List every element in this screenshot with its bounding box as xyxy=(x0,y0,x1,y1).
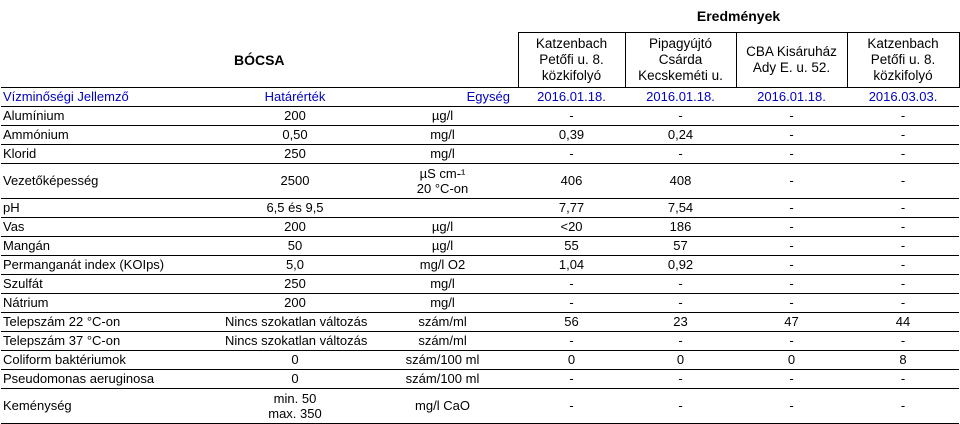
param-cell: Vas xyxy=(3,218,25,234)
param-cell: Ammónium xyxy=(3,126,69,142)
unit-cell: szám/ml xyxy=(418,313,467,329)
value-cell: - xyxy=(789,370,794,386)
value-cell: - xyxy=(678,107,683,123)
table-row xyxy=(1,331,959,350)
value-cell: - xyxy=(678,397,683,413)
value-cell: - xyxy=(900,145,906,161)
value-cell: - xyxy=(900,218,906,234)
col-date-4: 2016.03.03. xyxy=(868,88,938,104)
value-cell: 0 xyxy=(676,351,685,367)
param-cell: Nátrium xyxy=(3,294,49,310)
unit-cell: µg/l xyxy=(431,107,454,123)
site-name: BÓCSA xyxy=(233,51,285,68)
param-cell: Telepszám 37 °C-on xyxy=(3,332,121,348)
results-label: Eredmények xyxy=(518,0,959,33)
param-cell: Vezetőképesség xyxy=(3,172,99,188)
table-body xyxy=(1,106,959,423)
value-cell: - xyxy=(900,397,906,413)
param-cell: Telepszám 22 °C-on xyxy=(3,313,121,329)
col-date-2: 2016.01.18. xyxy=(646,88,715,104)
value-cell: 0,24 xyxy=(667,126,694,142)
table-row xyxy=(1,350,959,369)
unit-cell xyxy=(367,163,518,198)
param-cell: Permanganát index (KOIps) xyxy=(3,256,165,272)
value-cell: - xyxy=(569,107,574,123)
value-cell: - xyxy=(789,294,794,310)
param-cell: Alumínium xyxy=(3,107,65,123)
table-row xyxy=(1,293,959,312)
results-header-row xyxy=(1,0,959,33)
water-quality-table xyxy=(1,0,960,424)
table-row xyxy=(1,163,959,198)
locations-header-row xyxy=(1,33,959,88)
unit-cell: mg/l xyxy=(430,145,455,161)
value-cell: - xyxy=(789,256,794,272)
limit-cell: 200 xyxy=(284,218,306,234)
unit-line-1: µS cm-¹ xyxy=(419,165,466,181)
limit-cell: Nincs szokatlan változás xyxy=(225,332,367,348)
value-cell: - xyxy=(900,107,906,123)
value-cell: 408 xyxy=(669,172,692,188)
limit-min: min. 50 xyxy=(273,390,317,406)
value-cell: - xyxy=(569,294,574,310)
value-cell: 23 xyxy=(673,313,688,329)
table-row xyxy=(1,312,959,331)
table-row xyxy=(1,198,959,217)
value-cell: 0 xyxy=(787,351,796,367)
value-cell: - xyxy=(789,218,794,234)
value-cell: 0,39 xyxy=(558,126,585,142)
table-row xyxy=(1,274,959,293)
col-param-header: Vízminőségi Jellemző xyxy=(3,88,129,104)
unit-cell: mg/l xyxy=(430,126,455,142)
unit-cell: mg/l xyxy=(430,294,455,310)
value-cell: - xyxy=(678,275,683,291)
value-cell: - xyxy=(900,126,906,142)
column-header-row xyxy=(1,87,959,106)
value-cell: - xyxy=(900,294,906,310)
value-cell: 7,77 xyxy=(558,199,585,215)
limit-cell: 50 xyxy=(287,237,303,253)
value-cell: - xyxy=(900,332,906,348)
param-cell: Pseudomonas aeruginosa xyxy=(3,370,155,386)
param-cell: Keménység xyxy=(3,397,72,413)
value-cell: 0 xyxy=(567,351,576,367)
col-unit-header: Egység xyxy=(466,88,511,104)
location-4: Katzenbach Petőfi u. 8. közkifolyó xyxy=(847,33,959,88)
value-cell: - xyxy=(900,256,906,272)
value-cell: 56 xyxy=(564,313,579,329)
value-cell: 57 xyxy=(673,237,688,253)
limit-cell: 0 xyxy=(291,370,299,386)
limit-cell: 200 xyxy=(284,107,306,123)
table-row xyxy=(1,255,959,274)
unit-cell: szám/100 ml xyxy=(405,370,480,386)
limit-cell: 6,5 és 9,5 xyxy=(266,199,324,215)
value-cell: - xyxy=(789,199,794,215)
value-cell: 55 xyxy=(564,237,579,253)
value-cell: 8 xyxy=(899,351,907,367)
table-row xyxy=(1,388,959,423)
value-cell: - xyxy=(678,294,683,310)
unit-cell: µg/l xyxy=(431,237,454,253)
value-cell: - xyxy=(789,397,794,413)
limit-cell: 200 xyxy=(284,294,306,310)
value-cell: - xyxy=(569,370,574,386)
value-cell: - xyxy=(789,275,794,291)
value-cell: - xyxy=(789,145,794,161)
value-cell: 406 xyxy=(560,172,583,188)
unit-cell: szám/100 ml xyxy=(405,351,480,367)
value-cell: <20 xyxy=(560,218,583,234)
limit-max: max. 350 xyxy=(268,405,322,421)
param-cell: pH xyxy=(3,199,20,215)
value-cell: 7,54 xyxy=(667,199,694,215)
value-cell: - xyxy=(900,237,906,253)
col-limit-header: Határérték xyxy=(264,88,326,104)
value-cell: 47 xyxy=(784,313,799,329)
value-cell: - xyxy=(569,397,574,413)
limit-cell: 0 xyxy=(291,351,299,367)
value-cell: - xyxy=(789,107,794,123)
limit-cell xyxy=(223,388,367,423)
location-3: CBA Kisáruház Ady E. u. 52. xyxy=(736,33,847,88)
value-cell: - xyxy=(569,332,574,348)
param-cell: Mangán xyxy=(3,237,50,253)
value-cell: 1,04 xyxy=(558,256,585,272)
value-cell: - xyxy=(900,275,906,291)
value-cell: - xyxy=(678,370,683,386)
param-cell: Szulfát xyxy=(3,275,43,291)
value-cell: 44 xyxy=(895,313,911,329)
unit-cell: µg/l xyxy=(431,218,454,234)
table-row xyxy=(1,236,959,255)
param-cell: Coliform baktériumok xyxy=(3,351,126,367)
limit-cell: 0,50 xyxy=(282,126,308,142)
location-1: Katzenbach Petőfi u. 8. közkifolyó xyxy=(518,33,625,88)
col-date-1: 2016.01.18. xyxy=(537,88,606,104)
value-cell: - xyxy=(789,172,794,188)
value-cell: - xyxy=(678,332,683,348)
value-cell: - xyxy=(900,199,906,215)
value-cell: - xyxy=(789,237,794,253)
value-cell: 186 xyxy=(669,218,692,234)
empty-header-cell xyxy=(1,0,518,33)
value-cell: - xyxy=(569,145,574,161)
table-row xyxy=(1,217,959,236)
unit-cell xyxy=(367,198,518,217)
unit-line-2: 20 °C-on xyxy=(416,180,469,196)
unit-cell: mg/l O2 xyxy=(419,256,466,272)
param-cell: Klorid xyxy=(3,145,37,161)
limit-cell: 2500 xyxy=(280,172,310,188)
table-row xyxy=(1,144,959,163)
value-cell: - xyxy=(900,172,906,188)
value-cell: - xyxy=(789,126,794,142)
limit-cell: Nincs szokatlan változás xyxy=(225,313,367,329)
table-row xyxy=(1,106,959,125)
value-cell: - xyxy=(789,332,794,348)
value-cell: 0,92 xyxy=(667,256,694,272)
table-row xyxy=(1,125,959,144)
limit-cell: 250 xyxy=(284,145,306,161)
value-cell: - xyxy=(900,370,906,386)
col-date-3: 2016.01.18. xyxy=(757,88,826,104)
unit-cell: mg/l CaO xyxy=(415,397,470,413)
value-cell: - xyxy=(678,145,683,161)
limit-cell: 250 xyxy=(284,275,306,291)
unit-cell: mg/l xyxy=(430,275,455,291)
table-row xyxy=(1,369,959,388)
value-cell: - xyxy=(569,275,574,291)
location-2: Pipagyújtó Csárda Kecskeméti u. xyxy=(625,33,736,88)
unit-cell: szám/ml xyxy=(418,332,467,348)
limit-cell: 5,0 xyxy=(285,256,305,272)
